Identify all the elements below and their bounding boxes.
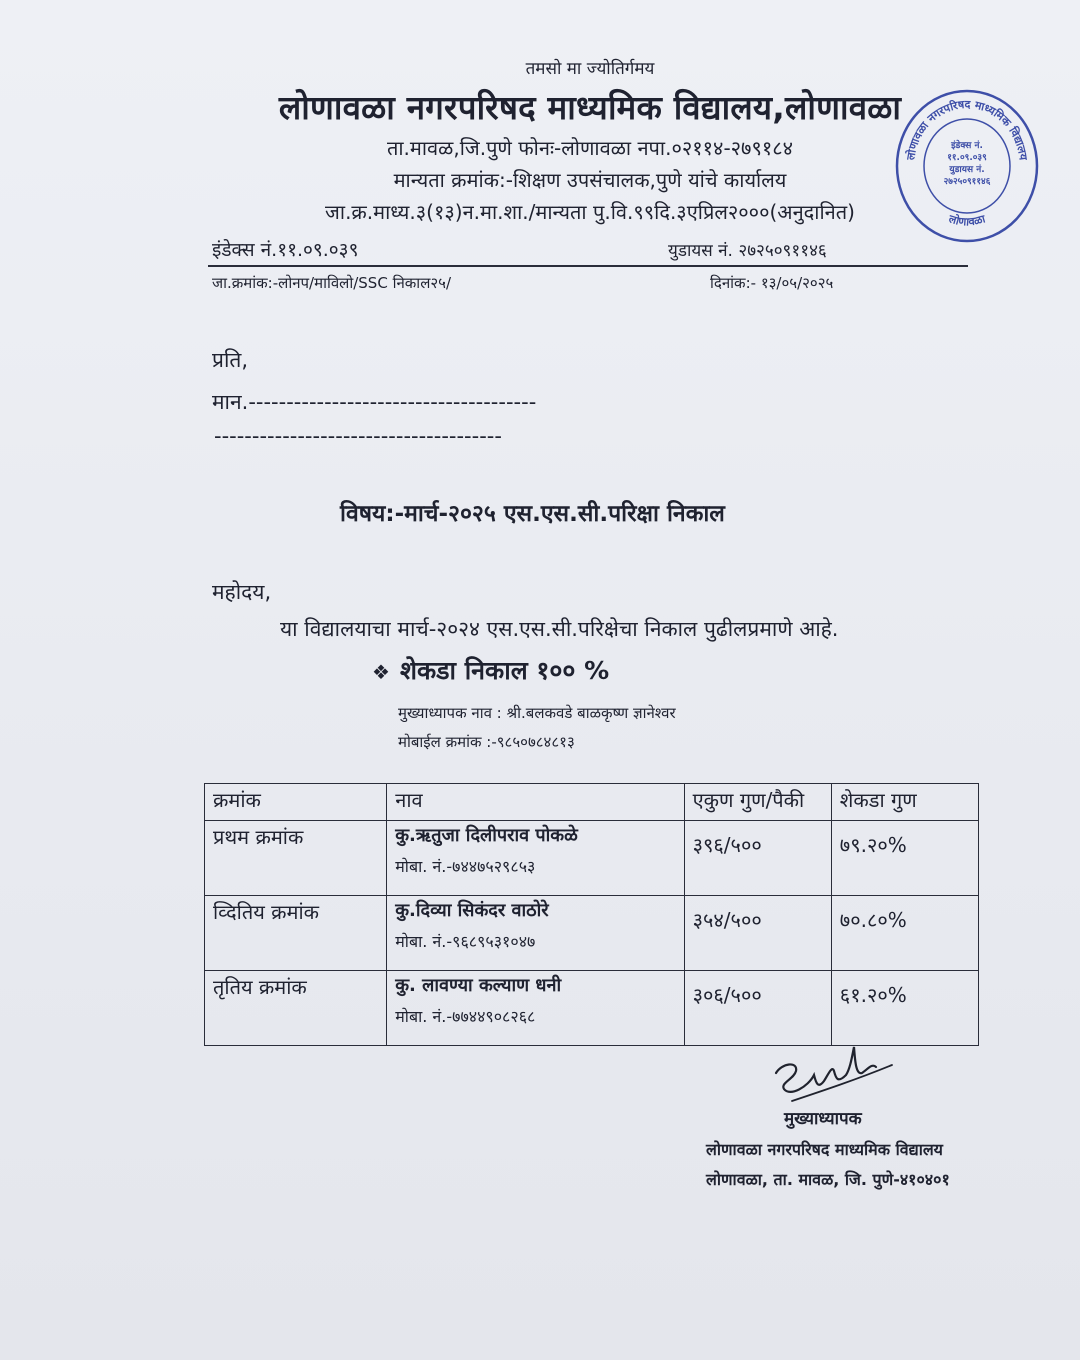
headmaster-signature — [762, 1035, 902, 1115]
letter-body-text: या विद्यालयाचा मार्च-२०२४ एस.एस.सी.परिक्षेचा निकाल पुढीलप्रमाणे आहे. — [280, 617, 839, 641]
percent-cell: ७०.८०% — [831, 896, 978, 971]
school-motto: तमसो मा ज्योतिर्गमय — [525, 59, 655, 79]
rank-cell: तृतिय क्रमांक — [205, 971, 387, 1046]
student-name: कु. लावण्या कल्याण धनी — [395, 975, 562, 996]
diamond-bullet-icon: ❖ — [372, 660, 390, 684]
student-phone: मोबा. नं.-७४४७५२९८५३ — [395, 857, 536, 876]
recognition-line: मान्यता क्रमांक:-शिक्षण उपसंचालक,पुणे यांचे कार्यालय — [393, 168, 787, 192]
table-row — [205, 821, 979, 896]
signatory-school: लोणावळा नगरपरिषद माध्यमिक विद्यालय — [706, 1140, 943, 1159]
student-name: कु.दिव्या सिकंदर वाठोरे — [395, 900, 549, 921]
salutation: महोदय, — [212, 580, 272, 604]
score-cell: ३०६/५०० — [684, 971, 831, 1046]
svg-text:इंडेक्स नं.११.०९.०३९युडायस नं.: इंडेक्स नं. ११.०९.०३९ युडायस नं. २७२५०९११४६ — [943, 141, 991, 187]
student-cell — [387, 821, 684, 896]
student-cell — [387, 896, 684, 971]
results-table — [204, 783, 979, 1046]
letter-date: दिनांक:- १३/०५/२०२५ — [710, 274, 834, 292]
result-percentage — [372, 653, 609, 687]
udise-number: युडायस नं. २७२५०९११४६ — [668, 241, 827, 261]
student-name: कु.ऋतुजा दिलीपराव पोकळे — [395, 825, 578, 846]
percent-cell: ६१.२०% — [831, 971, 978, 1046]
score-cell: ३५४/५०० — [684, 896, 831, 971]
column-header-rank: क्रमांक — [205, 784, 387, 821]
column-header-score: एकुण गुण/पैकी — [684, 784, 831, 821]
recipient-blank-line: -------------------------------------- — [214, 424, 502, 448]
signatory-address: लोणावळा, ता. मावळ, जि. पुणे-४१०४०१ — [706, 1170, 950, 1189]
table-header-row — [205, 784, 979, 821]
recipient-honorific-line: मान.-------------------------------------- — [212, 390, 537, 414]
school-name-heading: लोणावळा नगरपरिषद माध्यमिक विद्यालय,लोणावळा — [278, 88, 902, 127]
school-stamp-seal — [892, 86, 1042, 246]
column-header-name: नाव — [387, 784, 684, 821]
student-phone: मोबा. नं.-७७४४९०८२६८ — [395, 1007, 536, 1026]
column-header-percent: शेकडा गुण — [831, 784, 978, 821]
score-cell: ३९६/५०० — [684, 821, 831, 896]
signatory-designation: मुख्याध्यापक — [784, 1109, 862, 1129]
outward-number: जा.क्रमांक:-लोनप/माविलो/SSC निकाल२५/ — [212, 274, 452, 292]
student-cell — [387, 971, 684, 1046]
percent-cell: ७९.२०% — [831, 821, 978, 896]
rank-cell: व्दितिय क्रमांक — [205, 896, 387, 971]
rank-cell: प्रथम क्रमांक — [205, 821, 387, 896]
headmaster-name: मुख्याध्यापक नाव : श्री.बलकवडे बाळकृष्ण ज्ञानेश्वर — [398, 704, 676, 722]
recipient-to: प्रति, — [212, 348, 249, 372]
header-divider — [208, 265, 968, 267]
reference-line: जा.क्र.माध्य.३(१३)न.मा.शा./मान्यता पु.वि.९९दि.३एप्रिल२०००(अनुदानित) — [325, 200, 855, 224]
table-row — [205, 896, 979, 971]
student-phone: मोबा. नं.-९६८९५३१०४७ — [395, 932, 536, 951]
svg-text:लोणावळा: लोणावळा — [947, 212, 987, 229]
result-percentage-text: शेकडा निकाल १०० % — [399, 656, 610, 685]
svg-text:लोणावळा नगरपरिषद माध्यमिक विद्: लोणावळा नगरपरिषद माध्यमिक विद्यालय — [904, 97, 1030, 161]
headmaster-mobile: मोबाईल क्रमांक :-९८५०७८४८१३ — [398, 733, 575, 751]
school-address: ता.मावळ,जि.पुणे फोनः-लोणावळा नपा.०२११४-२७९१८४ — [386, 136, 794, 160]
index-number: इंडेक्स नं.११.०९.०३९ — [212, 239, 359, 261]
letter-subject: विषय:-मार्च-२०२५ एस.एस.सी.परिक्षा निकाल — [340, 501, 725, 527]
